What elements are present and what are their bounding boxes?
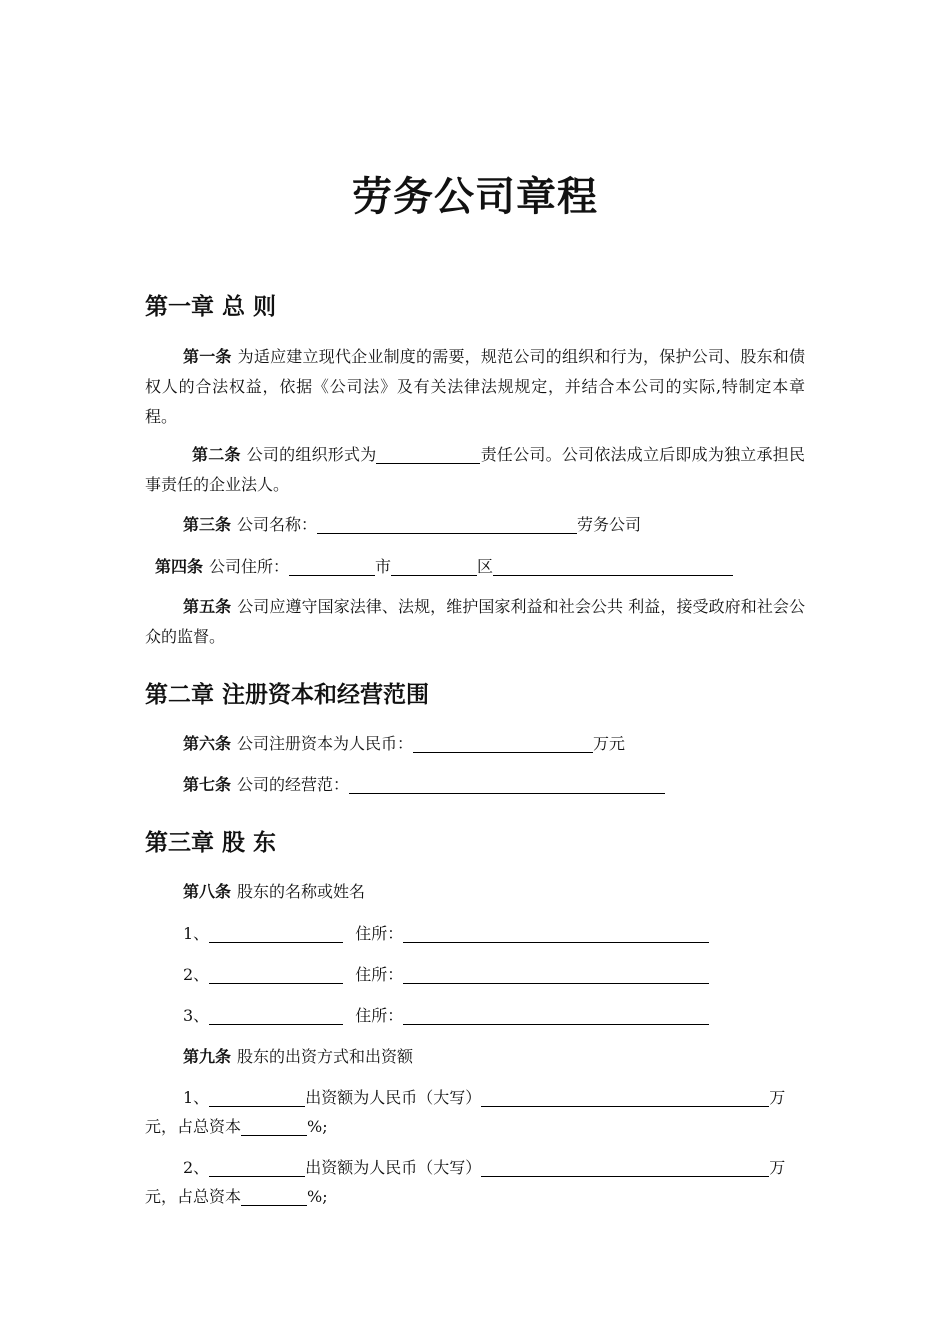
- shareholder-num: 3、: [183, 1006, 210, 1025]
- percent-blank[interactable]: [241, 1117, 307, 1136]
- shareholder-row: [183, 919, 709, 949]
- article-3-label: 第三条: [183, 515, 232, 534]
- article-6-pre: 公司注册资本为人民币：: [237, 734, 414, 753]
- contributor-blank[interactable]: [209, 1158, 305, 1177]
- shareholder-addr-label: 住所：: [355, 965, 404, 984]
- article-2: [145, 440, 805, 500]
- article-1-label: 第一条: [183, 347, 232, 366]
- contributor-blank[interactable]: [209, 1088, 305, 1107]
- article-4-pre: 公司住所：: [209, 557, 290, 576]
- contribution-line2a: 元，占总资本: [145, 1187, 242, 1206]
- article-5-text: 公司应遵守国家法律、法规，维护国家利益和社会公共 利益，接受政府和社会公众的监督。: [145, 597, 805, 646]
- article-1: [145, 342, 805, 432]
- registered-capital-blank[interactable]: [413, 734, 593, 753]
- article-7-pre: 公司的经营范：: [237, 775, 350, 794]
- shareholder-addr-blank[interactable]: [403, 1006, 709, 1025]
- shareholder-num: 2、: [183, 965, 210, 984]
- contribution-line2a: 元，占总资本: [145, 1117, 242, 1136]
- article-2-label: 第二条: [192, 445, 241, 464]
- article-3-pre: 公司名称：: [237, 515, 318, 534]
- contribution-unit: 万: [769, 1088, 786, 1107]
- shareholder-addr-blank[interactable]: [403, 965, 709, 984]
- contribution-row: [183, 1083, 785, 1113]
- article-4: [155, 552, 733, 582]
- document-title: 劳务公司章程: [352, 174, 598, 220]
- shareholder-row: [183, 1001, 709, 1031]
- contribution-unit: 万: [769, 1158, 786, 1177]
- shareholder-addr-blank[interactable]: [403, 924, 709, 943]
- shareholder-addr-label: 住所：: [355, 1006, 404, 1025]
- article-8-text: 股东的名称或姓名: [237, 882, 366, 901]
- business-scope-blank[interactable]: [349, 775, 665, 794]
- article-5-label: 第五条: [183, 597, 232, 616]
- article-3: [183, 510, 641, 540]
- address-blank[interactable]: [493, 557, 733, 576]
- contribution-row-cont: [145, 1112, 328, 1142]
- article-4-label: 第四条: [155, 557, 204, 576]
- contribution-line2b: %;: [307, 1117, 328, 1136]
- shareholder-name-blank[interactable]: [209, 1006, 343, 1025]
- article-4-city: 市: [375, 557, 392, 576]
- article-9-text: 股东的出资方式和出资额: [237, 1047, 414, 1066]
- article-8: [183, 877, 365, 907]
- amount-blank[interactable]: [481, 1158, 769, 1177]
- article-2-pre: 公司的组织形式为: [246, 445, 377, 464]
- contribution-num: 2、: [183, 1158, 210, 1177]
- contribution-row: [183, 1153, 785, 1183]
- article-9-label: 第九条: [183, 1047, 232, 1066]
- article-4-district: 区: [477, 557, 494, 576]
- city-blank[interactable]: [289, 557, 375, 576]
- company-name-blank[interactable]: [317, 515, 577, 534]
- article-6-label: 第六条: [183, 734, 232, 753]
- article-8-label: 第八条: [183, 882, 232, 901]
- article-6: [183, 729, 625, 759]
- article-9: [183, 1042, 413, 1072]
- contribution-num: 1、: [183, 1088, 210, 1107]
- shareholder-name-blank[interactable]: [209, 965, 343, 984]
- district-blank[interactable]: [391, 557, 477, 576]
- chapter-1-heading: 第一章 总 则: [145, 294, 277, 320]
- contribution-line2b: %;: [307, 1187, 328, 1206]
- article-6-post: 万元: [593, 734, 626, 753]
- org-form-blank[interactable]: [376, 445, 480, 464]
- article-3-post: 劳务公司: [577, 515, 642, 534]
- article-7-label: 第七条: [183, 775, 232, 794]
- contribution-mid: 出资额为人民币（大写）: [305, 1088, 482, 1107]
- chapter-3-heading: 第三章 股 东: [145, 830, 277, 856]
- chapter-2-heading: 第二章 注册资本和经营范围: [145, 682, 430, 708]
- shareholder-name-blank[interactable]: [209, 924, 343, 943]
- article-5: [145, 592, 805, 652]
- contribution-row-cont: [145, 1182, 328, 1212]
- article-2-post: 责任公司。公司依法成立后即成为独立承担民事责任的企业法人。: [145, 445, 805, 494]
- percent-blank[interactable]: [241, 1187, 307, 1206]
- amount-blank[interactable]: [481, 1088, 769, 1107]
- article-7: [183, 770, 665, 800]
- shareholder-row: [183, 960, 709, 990]
- shareholder-addr-label: 住所：: [355, 924, 404, 943]
- contribution-mid: 出资额为人民币（大写）: [305, 1158, 482, 1177]
- shareholder-num: 1、: [183, 924, 210, 943]
- article-1-text: 为适应建立现代企业制度的需要，规范公司的组织和行为，保护公司、股东和债权人的合法权益，依据《公司法》及有关法律法规规定，并结合本公司的实际,特制定本章程。: [145, 347, 805, 426]
